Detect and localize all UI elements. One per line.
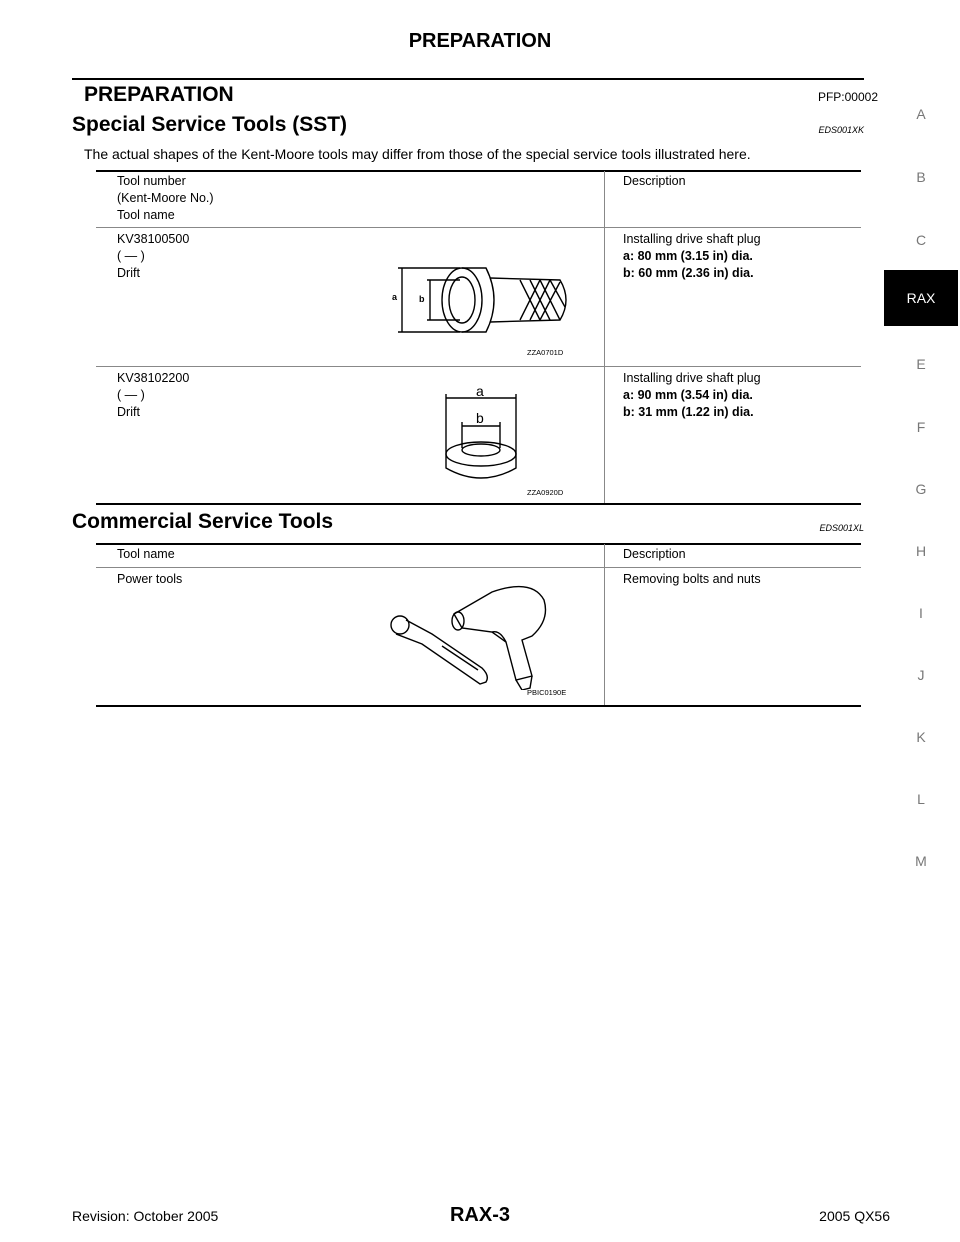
- sidebar-tab-c[interactable]: C: [915, 232, 927, 248]
- svg-text:b: b: [476, 410, 484, 426]
- sst-table-top-rule: [96, 170, 861, 172]
- cst-code: EDS001XL: [819, 523, 864, 533]
- sidebar-tab-l[interactable]: L: [917, 791, 925, 807]
- cst-row-1-image-code: PBIC0190E: [527, 688, 567, 697]
- section-code: PFP:00002: [817, 90, 878, 104]
- sst-header-rule: [96, 227, 861, 228]
- header-rule: [72, 78, 864, 80]
- sidebar-tab-h[interactable]: H: [915, 543, 927, 559]
- footer-page-number: RAX-3: [449, 1204, 510, 1226]
- cst-row-1-description: Removing bolts and nuts: [623, 572, 761, 586]
- sst-row-1-description: Installing drive shaft plug a: 80 mm (3.15 in) dia. b: 60 mm (2.36 in) dia.: [623, 232, 761, 280]
- sidebar-tab-j[interactable]: J: [917, 667, 925, 683]
- sst-table-divider: [604, 171, 605, 503]
- sidebar-tab-i[interactable]: I: [919, 605, 923, 621]
- cst-table-bottom-rule: [96, 705, 861, 707]
- drift-kv38102200-figure: [440, 384, 522, 484]
- cst-title: Commercial Service Tools: [72, 510, 334, 533]
- sst-row-1-image-code: ZZA0701D: [527, 348, 564, 357]
- sidebar-tab-k[interactable]: K: [916, 729, 926, 745]
- sst-code: EDS001XK: [818, 125, 864, 135]
- cst-header-rule: [96, 567, 861, 568]
- sidebar-tab-e[interactable]: E: [916, 356, 926, 372]
- sst-row-2-image-code: ZZA0920D: [527, 488, 564, 497]
- svg-text:a: a: [476, 384, 484, 399]
- cst-table-top-rule: [96, 543, 861, 545]
- sidebar-tab-g[interactable]: G: [915, 481, 927, 497]
- footer-model: 2005 QX56: [819, 1208, 890, 1224]
- cst-header-left: Tool name: [117, 547, 175, 561]
- sidebar-tab-f[interactable]: F: [916, 419, 926, 435]
- sidebar-tab-b[interactable]: B: [916, 169, 926, 185]
- sst-row-1-rule: [96, 366, 861, 367]
- cst-row-1-tool: Power tools: [117, 572, 183, 586]
- cst-table-divider: [604, 544, 605, 705]
- sidebar-section-index: [884, 0, 958, 1242]
- svg-text:b: b: [419, 294, 425, 304]
- power-tools-figure: [382, 580, 562, 690]
- sst-intro: The actual shapes of the Kent-Moore tools may differ from those of the special service tools illustrated here.: [84, 146, 751, 162]
- sst-table-bottom-rule: [96, 503, 861, 505]
- sidebar-tab-rax-active[interactable]: RAX: [884, 270, 958, 326]
- drift-kv38100500-figure: [390, 262, 580, 340]
- sst-row-2-tool: KV38102200 ( — ) Drift: [117, 371, 190, 419]
- sst-title: Special Service Tools (SST): [72, 113, 348, 136]
- page-header-title: PREPARATION: [408, 30, 552, 52]
- sst-row-2-description: Installing drive shaft plug a: 90 mm (3.54 in) dia. b: 31 mm (1.22 in) dia.: [623, 371, 761, 419]
- cst-header-right: Description: [623, 547, 686, 561]
- footer-revision: Revision: October 2005: [72, 1208, 219, 1224]
- sidebar-tab-a[interactable]: A: [916, 106, 926, 122]
- sst-row-1-tool: KV38100500 ( — ) Drift: [117, 232, 190, 280]
- sst-header-left: Tool number (Kent-Moore No.) Tool name: [117, 174, 214, 222]
- section-title: PREPARATION: [84, 83, 234, 106]
- svg-text:a: a: [392, 292, 398, 302]
- sidebar-tab-m[interactable]: M: [915, 853, 927, 869]
- sst-header-right: Description: [623, 174, 686, 188]
